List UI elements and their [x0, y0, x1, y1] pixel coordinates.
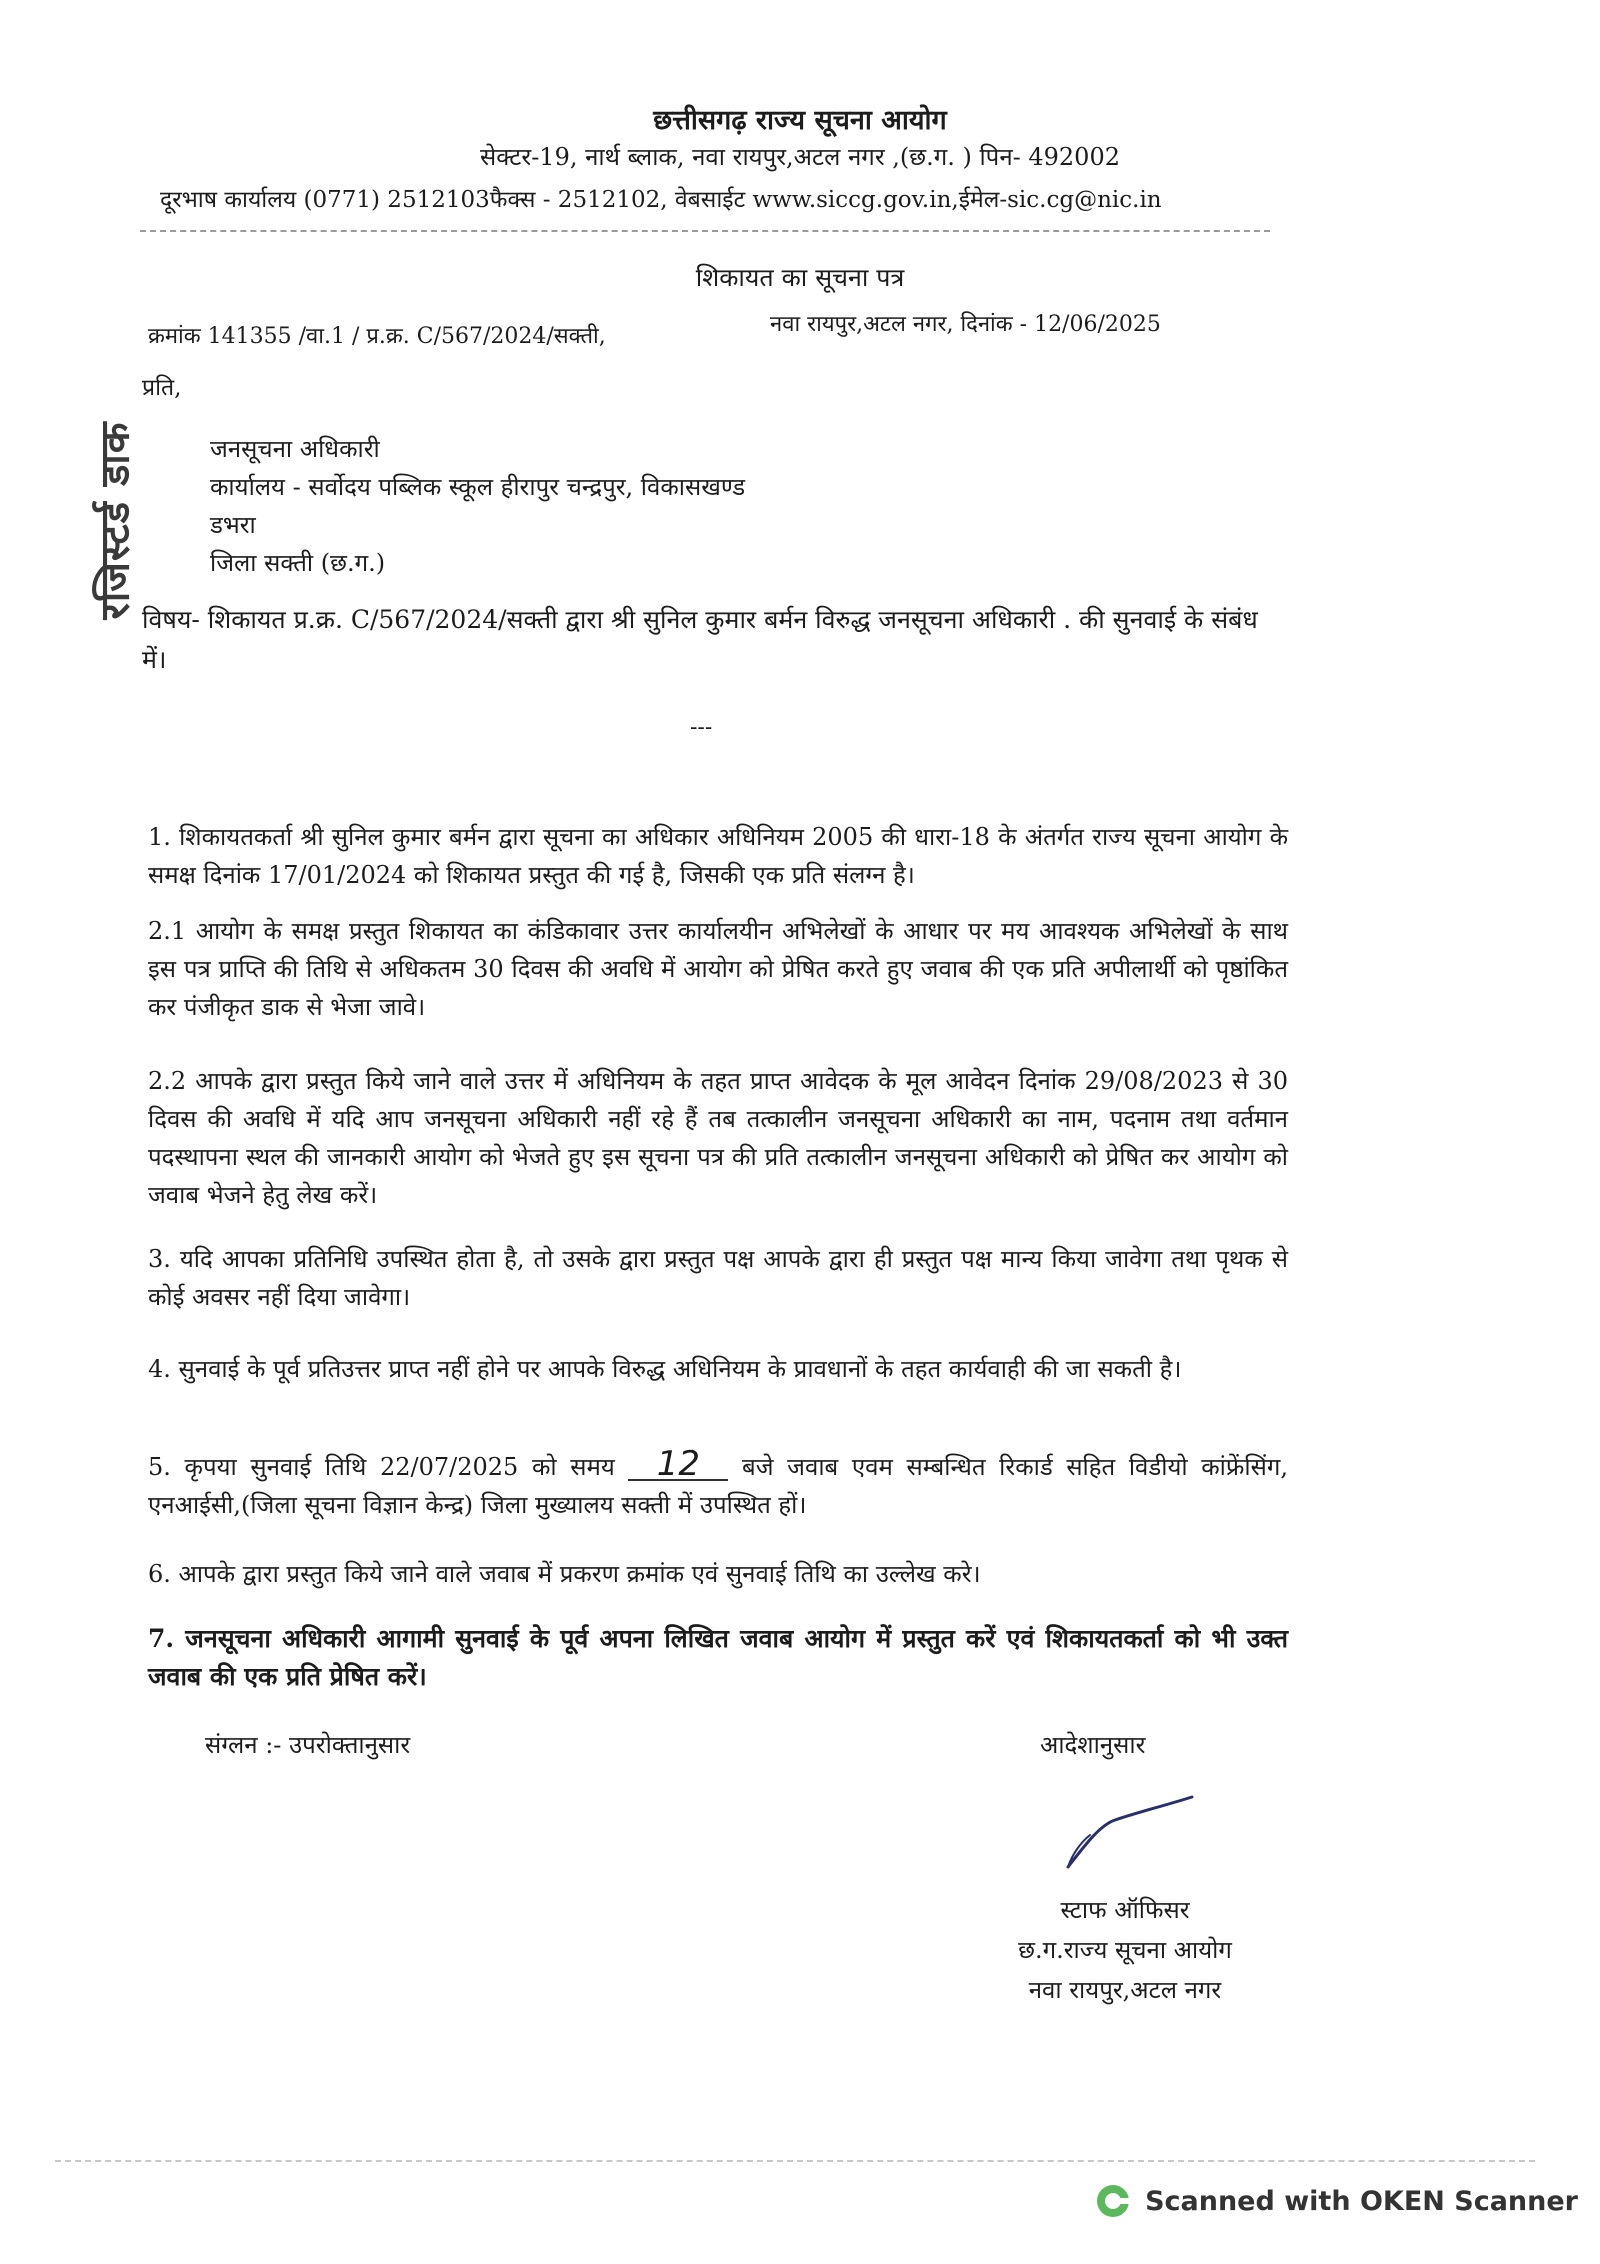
paragraph-3: 3. यदि आपका प्रतिनिधि उपस्थित होता है, तो उसके द्वारा प्रस्तुत पक्ष आपके द्वारा ही प्रस्तुत पक्ष मान्य किया जावेगा तथा पृथक से कोई अवसर नहीं दिया जावेगा।: [148, 1245, 1288, 1311]
paragraph-4: 4. सुनवाई के पूर्व प्रतिउत्तर प्राप्त नहीं होने पर आपके विरुद्ध अधिनियम के प्रावधानों के तहत कार्यवाही की जा सकती है।: [148, 1355, 1182, 1383]
signatory-block: [965, 1890, 1285, 2010]
paragraph-5: [148, 1444, 1288, 1524]
document-title: शिकायत का सूचना पत्र: [695, 263, 905, 292]
scanner-watermark-text: Scanned with OKEN Scanner: [1145, 2185, 1578, 2217]
paragraph-1: 1. शिकायतकर्ता श्री सुनिल कुमार बर्मन द्वारा सूचना का अधिकार अधिनियम 2005 की धारा-18 के अंतर्गत राज्य सूचना आयोग के समक्ष दिनांक 17/01/2024 को शिकायत प्रस्तुत की गई है, जिसकी एक प्रति संलग्न है।: [148, 823, 1288, 889]
subject-line: विषय- शिकायत प्र.क्र. C/567/2024/सक्ती द्वारा श्री सुनिल कुमार बर्मन विरुद्ध जनसूचना अधिकारी . की सुनवाई के संबंध में।: [142, 605, 1258, 674]
registered-post-stamp: [78, 390, 148, 650]
recipient-line: जिला सक्ती (छ.ग.): [210, 549, 386, 577]
handwritten-time: 12: [628, 1449, 728, 1481]
signatory-designation: स्टाफ ऑफिसर: [1060, 1896, 1190, 1924]
signature: [1060, 1785, 1200, 1875]
reference-number: क्रमांक 141355 /वा.1 / प्र.क्र. C/567/2024/सक्ती,: [148, 324, 606, 349]
organisation-address: सेक्टर-19, नार्थ ब्लाक, नवा रायपुर,अटल नगर ,(छ.ग. ) पिन- 492002: [479, 143, 1120, 171]
organisation-contact: दूरभाष कार्यालय (0771) 2512103फैक्स - 2512102, वेबसाईट www.siccg.gov.in,ईमेल-sic.cg@nic.in: [160, 187, 1162, 213]
paragraph-7: 7. जनसूचना अधिकारी आगामी सुनवाई के पूर्व अपना लिखित जवाब आयोग में प्रस्तुत करें एवं शिकायतकर्ता को भी उक्त जवाब की एक प्रति प्रेषित करें।: [148, 1624, 1288, 1691]
salutation: प्रति,: [142, 375, 182, 401]
recipient-address: [210, 430, 745, 582]
recipient-line: कार्यालय - सर्वोदय पब्लिक स्कूल हीरापुर चन्द्रपुर, विकासखण्ड: [210, 473, 746, 501]
recipient-line: डभरा: [210, 511, 256, 539]
signatory-location: नवा रायपुर,अटल नगर: [1028, 1976, 1222, 2004]
paragraph-5-end: बजे जवाब एवम सम्बन्धित रिकार्ड सहित विडीयो कांफ्रेंसिंग, एनआईसी,(जिला सूचना विज्ञान केन्द्र) जिला मुख्यालय सक्ती में उपस्थित हों।: [148, 1453, 1288, 1519]
footer-divider: [55, 2160, 1535, 2162]
scanner-logo-icon: [1095, 2183, 1131, 2219]
paragraph-2-2: 2.2 आपके द्वारा प्रस्तुत किये जाने वाले उत्तर में अधिनियम के तहत प्राप्त आवेदक के मूल आवेदन दिनांक 29/08/2023 से 30 दिवस की अवधि में यदि आप जनसूचना अधिकारी नहीं रहे हैं तब तत्कालीन जनसूचना अधिकारी का नाम, पदनाम तथा वर्तमान पदस्थापना स्थल की जानकारी आयोग को भेजते हुए इस सूचना पत्र की प्रति तत्कालीन जनसूचना अधिकारी को प्रेषित कर आयोग को जवाब भेजने हेतु लेख करें।: [148, 1067, 1288, 1209]
paragraph-2-1: 2.1 आयोग के समक्ष प्रस्तुत शिकायत का कंडिकावार उत्तर कार्यालयीन अभिलेखों के आधार पर मय आवश्यक अभिलेखों के साथ इस पत्र प्राप्ति की तिथि से अधिकतम 30 दिवस की अवधि में आयोग को प्रेषित करते हुए जवाब की एक प्रति अपीलार्थी को पृष्ठांकित कर पंजीकृत डाक से भेजा जावे।: [148, 917, 1288, 1021]
scanner-watermark: [1095, 2183, 1578, 2219]
recipient-line: जनसूचना अधिकारी: [210, 435, 380, 463]
reference-place-date: नवा रायपुर,अटल नगर, दिनांक - 12/06/2025: [770, 312, 1161, 337]
separator: ---: [690, 715, 713, 740]
by-order: आदेशानुसार: [1040, 1731, 1146, 1759]
header-divider: [140, 230, 1270, 232]
paragraph-5-start: 5. कृपया सुनवाई तिथि 22/07/2025 को समय: [148, 1453, 615, 1481]
stamp-text: रजिस्टर्ड डाक: [92, 421, 139, 619]
organisation-title: छत्तीसगढ़ राज्य सूचना आयोग: [653, 105, 947, 136]
enclosure-note: संग्लन :- उपरोक्तानुसार: [205, 1731, 411, 1759]
paragraph-6: 6. आपके द्वारा प्रस्तुत किये जाने वाले जवाब में प्रकरण क्रमांक एवं सुनवाई तिथि का उल्लेख करे।: [148, 1560, 981, 1588]
signatory-office: छ.ग.राज्य सूचना आयोग: [1018, 1936, 1232, 1964]
